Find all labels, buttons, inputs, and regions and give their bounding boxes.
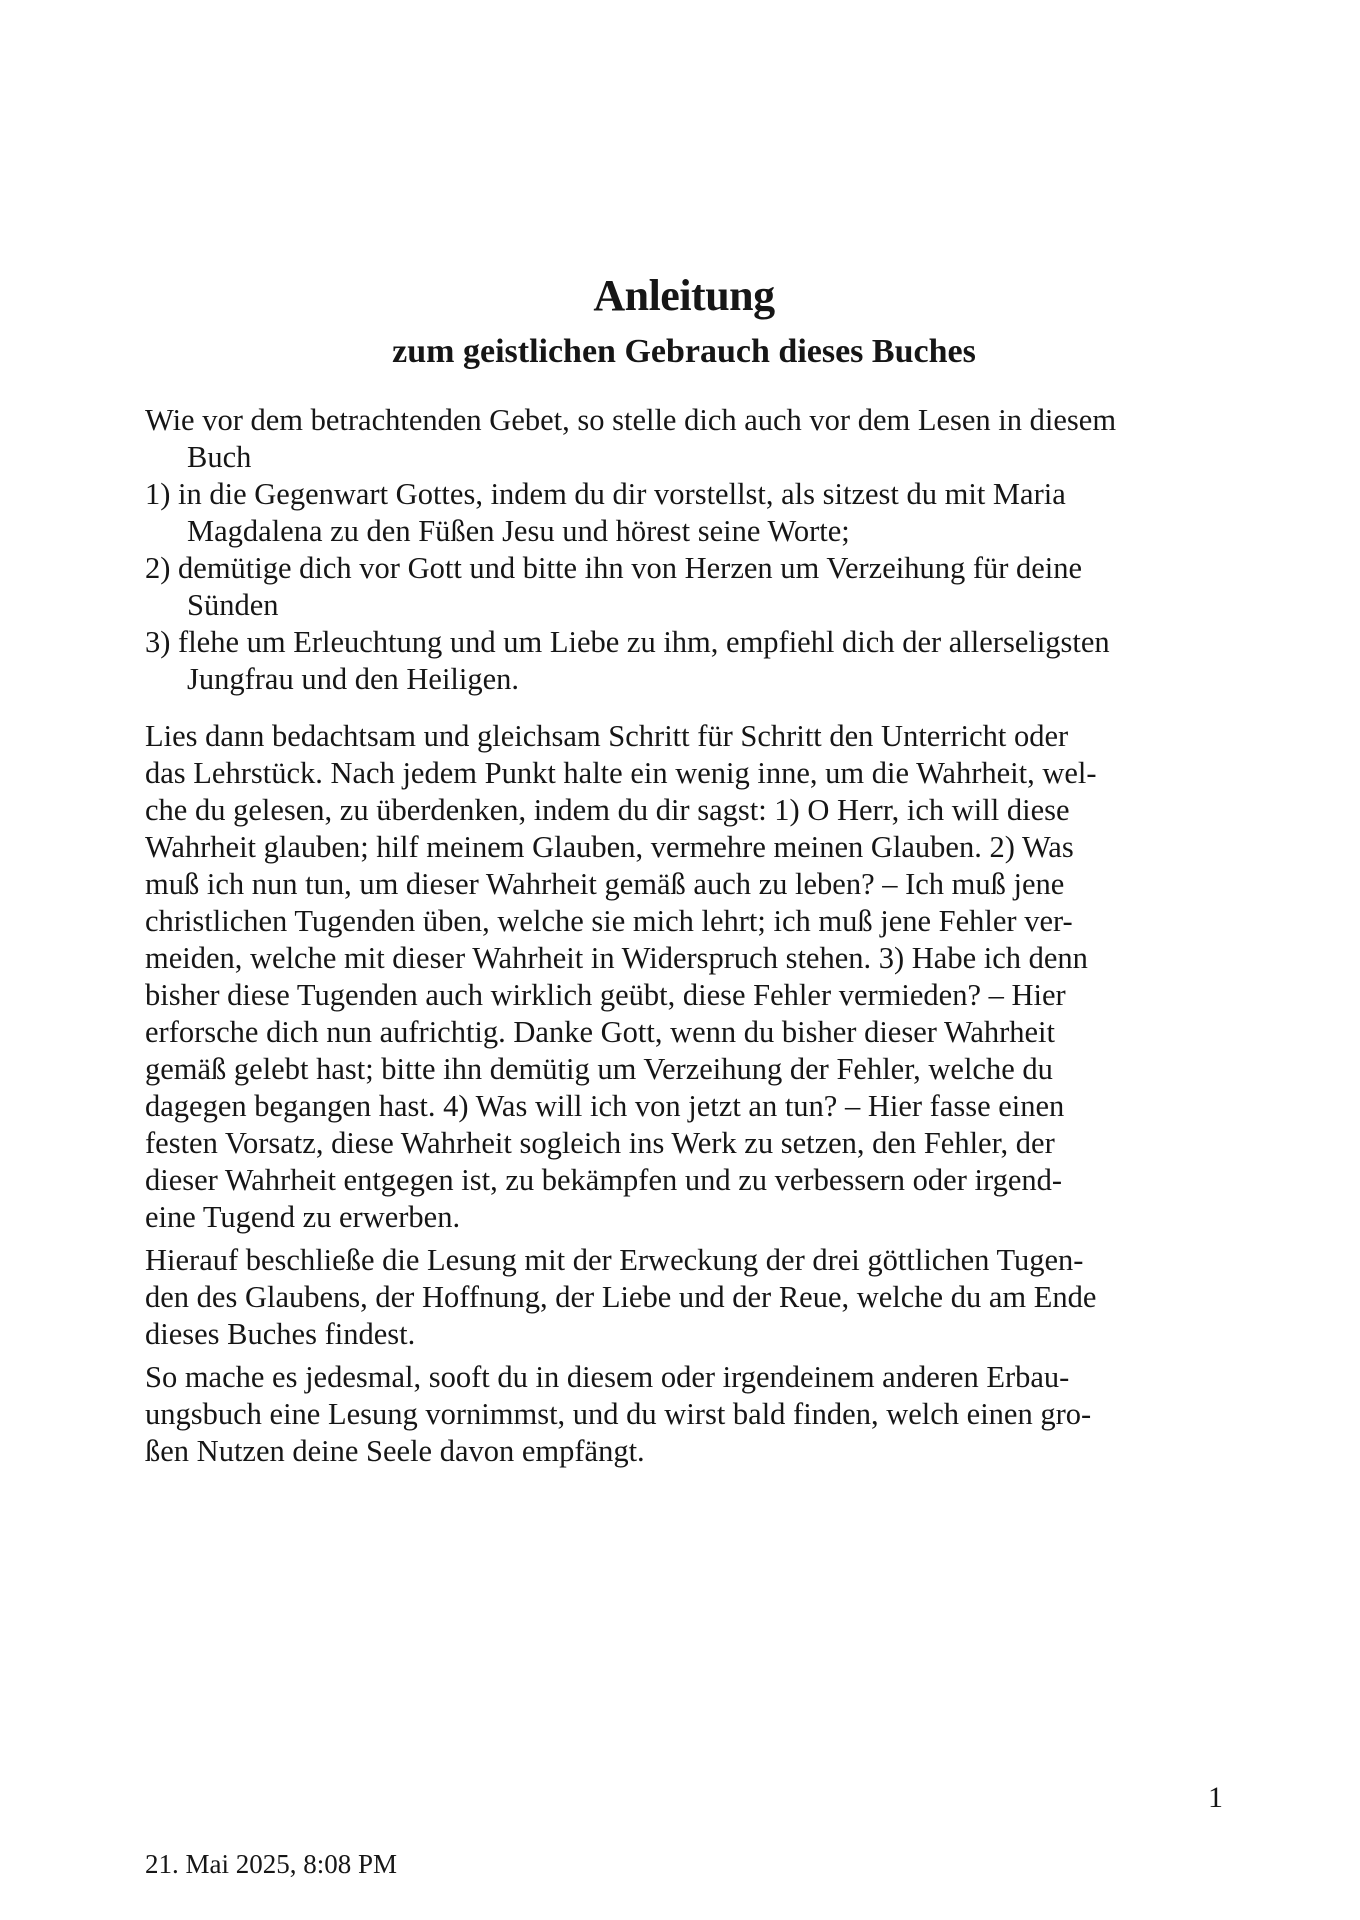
page-content xyxy=(145,0,1223,1476)
text-line: 2) demütige dich vor Gott und bitte ihn von Herzen um Verzeihung für deine xyxy=(145,551,1083,585)
text-line: che du gelesen, zu überdenken, indem du dir sagst: 1) O Herr, ich will diese xyxy=(145,793,1070,827)
list-item xyxy=(145,550,1223,624)
text-line: 1) in die Gegenwart Gottes, indem du dir vorstellst, als sitzest du mit Maria xyxy=(145,477,1066,511)
text-line: 3) flehe um Erleuchtung und um Liebe zu ihm, empfiehl dich der allerseligsten xyxy=(145,625,1110,659)
text-line: muß ich nun tun, um dieser Wahrheit gemäß auch zu leben? – Ich muß jene xyxy=(145,867,1065,901)
intro-list xyxy=(145,402,1223,698)
text-line: Hierauf beschließe die Lesung mit der Erweckung der drei göttlichen Tugen- xyxy=(145,1243,1084,1277)
list-item xyxy=(145,402,1223,476)
text-line: bisher diese Tugenden auch wirklich geübt, diese Fehler vermieden? – Hier xyxy=(145,978,1066,1012)
text-line: ungsbuch eine Lesung vornimmst, und du wirst bald finden, welch einen gro- xyxy=(145,1397,1092,1431)
paragraph xyxy=(145,1242,1223,1353)
text-line: So mache es jedesmal, sooft du in diesem oder irgendeinem anderen Erbau- xyxy=(145,1360,1070,1394)
text-line: Wie vor dem betrachtenden Gebet, so stelle dich auch vor dem Lesen in diesem xyxy=(145,403,1117,437)
text-line: eine Tugend zu erwerben. xyxy=(145,1200,461,1234)
list-item xyxy=(145,476,1223,550)
text-line: erforsche dich nun aufrichtig. Danke Gott, wenn du bisher dieser Wahrheit xyxy=(145,1015,1055,1049)
text-line: Sünden xyxy=(187,588,279,622)
text-line: dagegen begangen hast. 4) Was will ich von jetzt an tun? – Hier fasse einen xyxy=(145,1089,1065,1123)
text-line: Magdalena zu den Füßen Jesu und hörest seine Worte; xyxy=(187,514,850,548)
text-line: ßen Nutzen deine Seele davon empfängt. xyxy=(145,1434,645,1468)
text-line: christlichen Tugenden üben, welche sie mich lehrt; ich muß jene Fehler ver- xyxy=(145,904,1073,938)
text-line: meiden, welche mit dieser Wahrheit in Widerspruch stehen. 3) Habe ich denn xyxy=(145,941,1088,975)
body-text xyxy=(145,402,1223,1470)
paragraph xyxy=(145,718,1223,1236)
paragraph xyxy=(145,1359,1223,1470)
text-line: Lies dann bedachtsam und gleichsam Schritt für Schritt den Unterricht oder xyxy=(145,719,1069,753)
page-subtitle: zum geistlichen Gebrauch dieses Buches xyxy=(392,333,976,370)
list-item xyxy=(145,624,1223,698)
page-number: 1 xyxy=(1208,1781,1223,1814)
text-line: Jungfrau und den Heiligen. xyxy=(187,662,520,696)
text-line: festen Vorsatz, diese Wahrheit sogleich ins Werk zu setzen, den Fehler, der xyxy=(145,1126,1055,1160)
text-line: dieser Wahrheit entgegen ist, zu bekämpfen und zu verbessern oder irgend- xyxy=(145,1163,1063,1197)
text-line: das Lehrstück. Nach jedem Punkt halte ein wenig inne, um die Wahrheit, wel- xyxy=(145,756,1097,790)
page-title: Anleitung xyxy=(593,271,775,320)
text-line: Buch xyxy=(187,440,252,474)
footer-timestamp: 21. Mai 2025, 8:08 PM xyxy=(145,1849,398,1879)
text-line: dieses Buches findest. xyxy=(145,1317,416,1351)
text-line: den des Glaubens, der Hoffnung, der Liebe und der Reue, welche du am Ende xyxy=(145,1280,1097,1314)
text-line: gemäß gelebt hast; bitte ihn demütig um Verzeihung der Fehler, welche du xyxy=(145,1052,1053,1086)
text-line: Wahrheit glauben; hilf meinem Glauben, vermehre meinen Glauben. 2) Was xyxy=(145,830,1074,864)
